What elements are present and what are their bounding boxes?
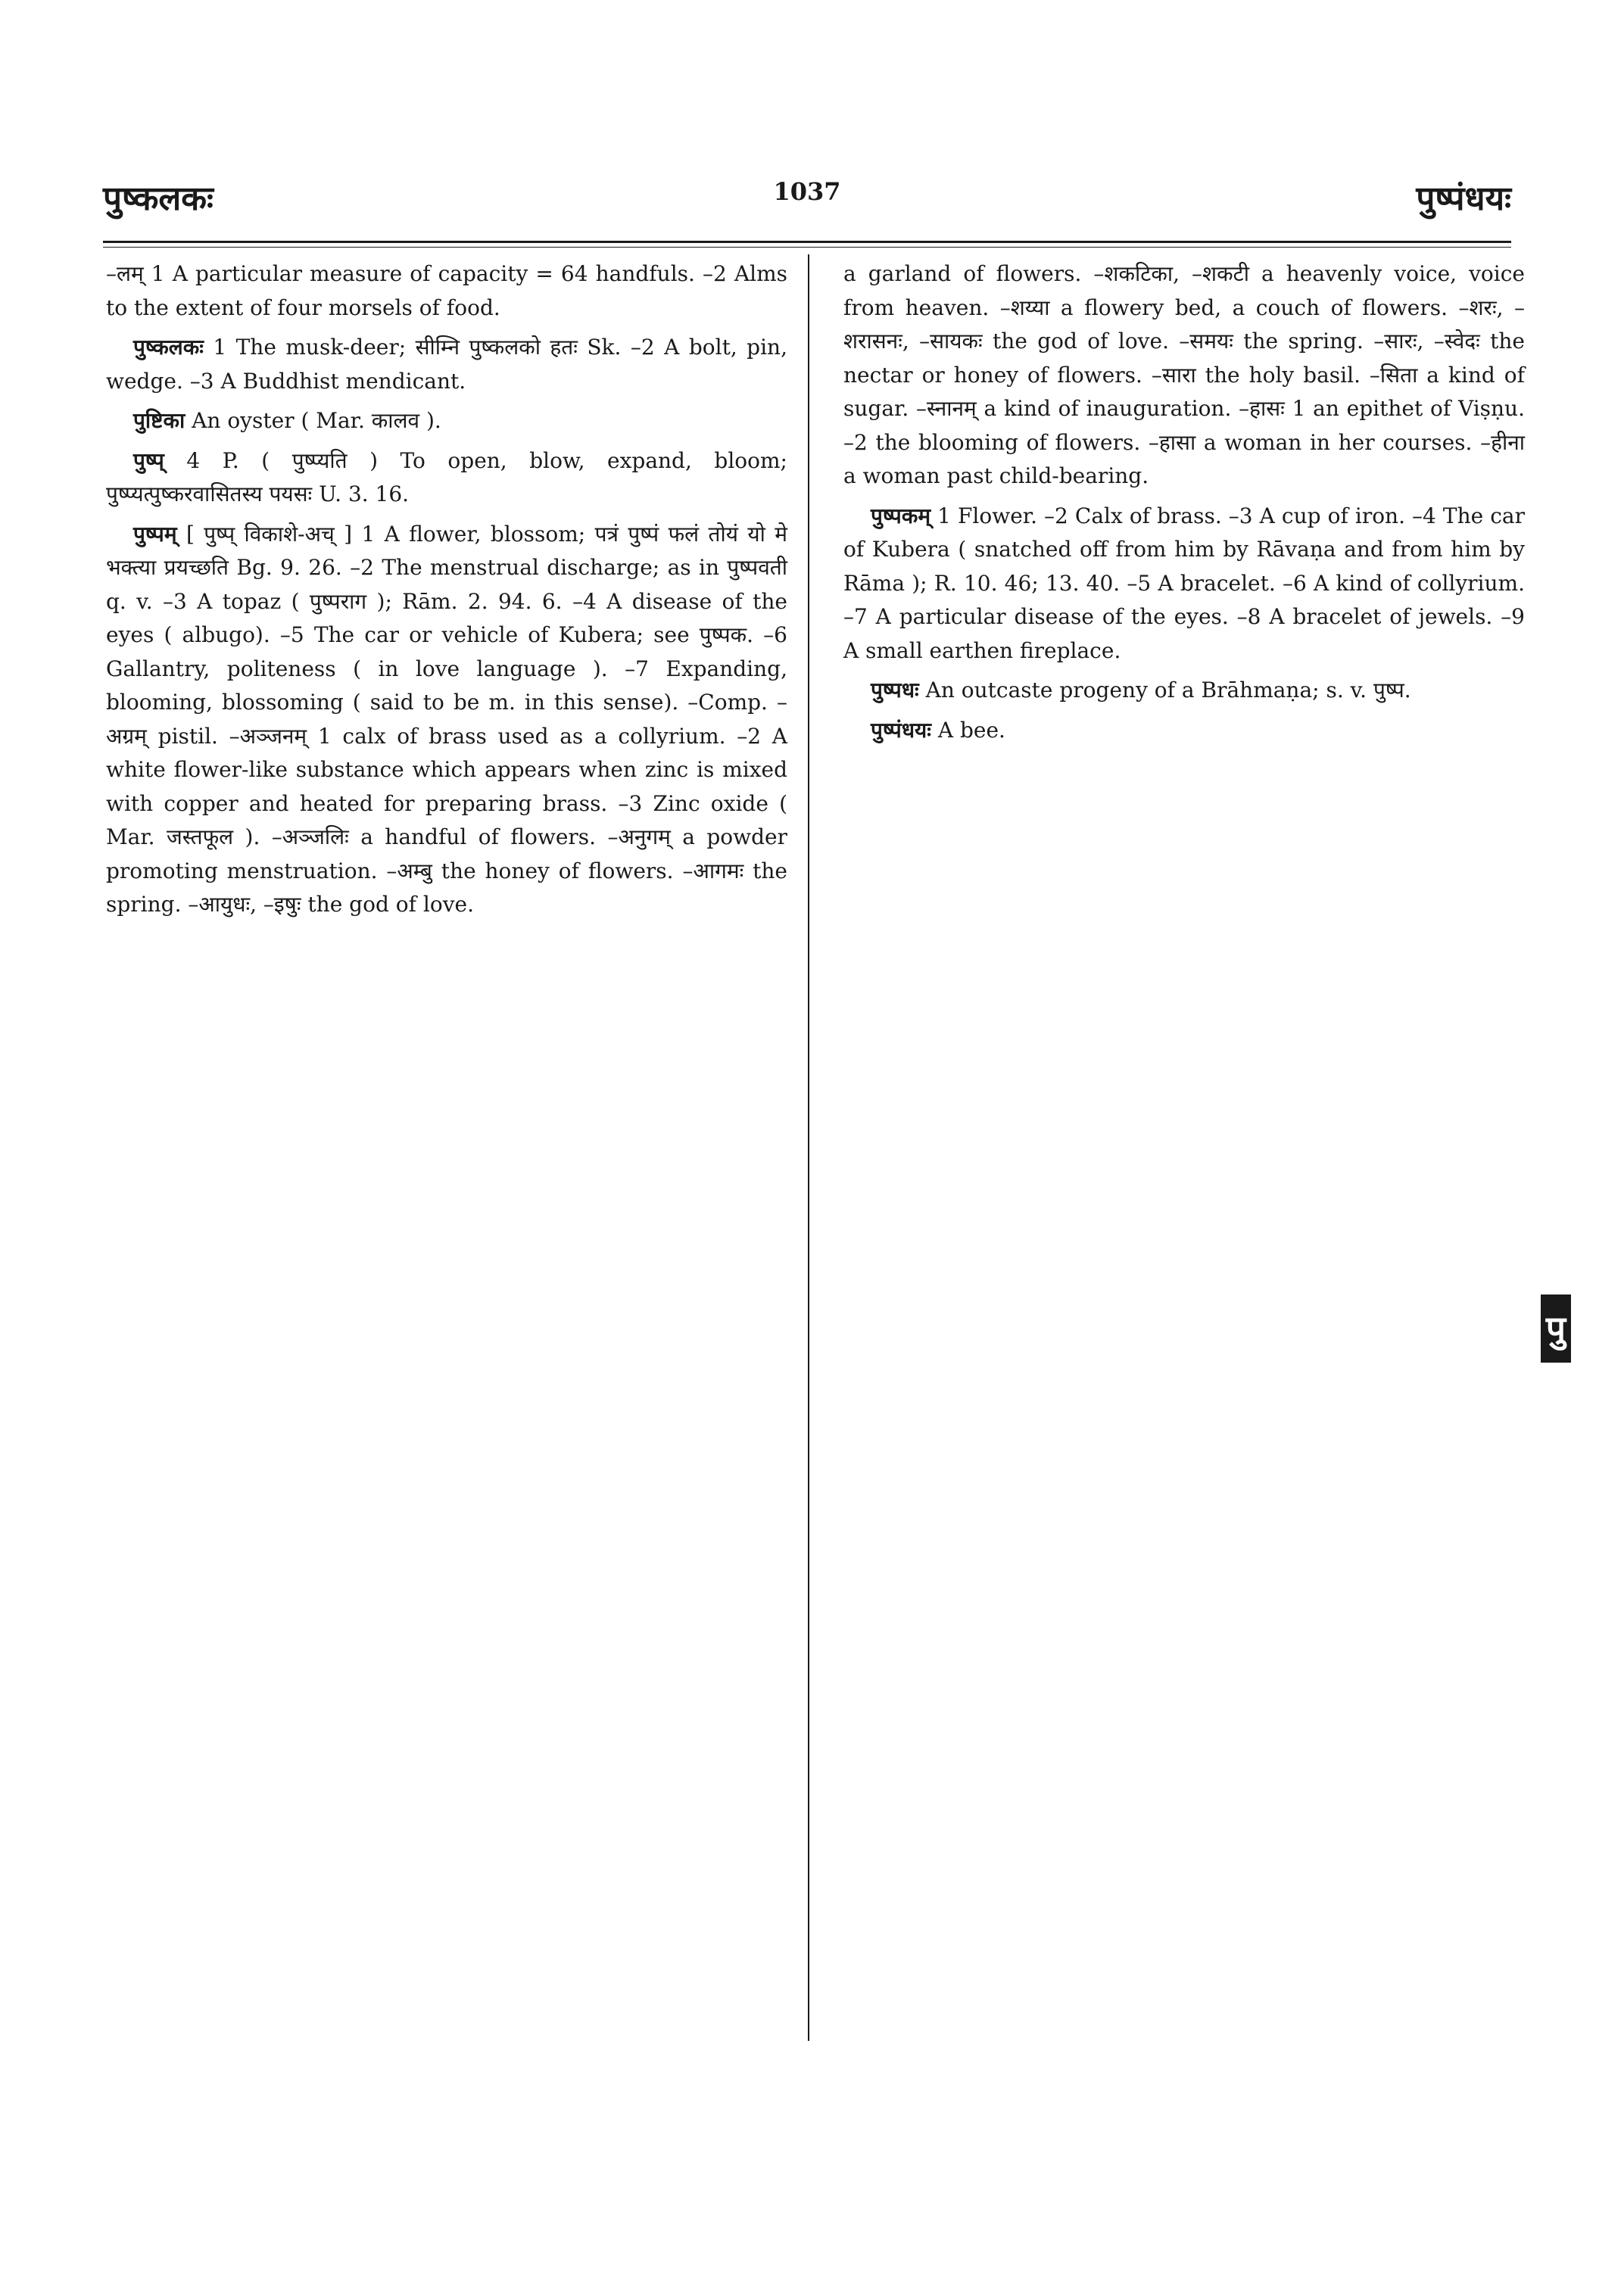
- header-left-word: पुष्कलकः: [103, 179, 214, 218]
- dictionary-entry: [843, 500, 1525, 668]
- entry-body: 4 P. ( पुष्प्यति ) To open, blow, expand, bloom; पुष्प्यत्पुष्करवासितस्य पयसः U. 3. 16.: [106, 447, 787, 506]
- left-column: [106, 257, 787, 928]
- page-number: 1037: [773, 177, 841, 206]
- entry-body: [ पुष्प् विकाशे-अच् ] 1 A flower, blossom; पत्रं पुष्पं फलं तोयं यो मे भक्त्या प्रयच्छति Bg. 9. 26. –2 The menstrual discharge; as in पुष्पवती q. v. –3 A topaz ( पुष्पराग ); Rām. 2. 94. 6. –4 A disease of the eyes ( albugo). –5 The car or vehicle of Kubera; see पुष्पक. –6 Gallantry, politeness ( in love language ). –7 Expanding, blooming, blossoming ( said to be m. in this sense). –Comp. –अग्रम् pistil. –अञ्जनम् 1 calx of brass used as a collyrium. –2 A white flower-like substance which appears when zinc is mixed with copper and heated for preparing brass. –3 Zinc oxide ( Mar. जस्तफूल ). –अञ्जलिः a handful of flowers. –अनुगम् a powder promoting menstruation. –अम्बु the honey of flowers. –आगमः the spring. –आयुधः, –इषुः the god of love.: [106, 521, 787, 917]
- entry-headword: पुष्पधः: [871, 678, 919, 703]
- dictionary-entry: [843, 257, 1525, 494]
- entry-body: An oyster ( Mar. कालव ).: [192, 408, 441, 433]
- entry-headword: पुष्कलकः: [133, 335, 204, 360]
- right-column: [843, 257, 1525, 753]
- dictionary-entry: [106, 404, 787, 438]
- entry-text: –लम् 1 A particular measure of capacity = 64 handfuls. –2 Alms to the extent of four morsels of food.: [106, 261, 787, 320]
- entry-headword: पुष्पम्: [133, 521, 177, 547]
- dictionary-entry: [106, 331, 787, 398]
- header-rule-thin: [103, 247, 1511, 248]
- dictionary-entry: [843, 714, 1525, 748]
- entry-body: An outcaste progeny of a Brāhmaṇa; s. v. पुष्प.: [925, 678, 1411, 703]
- entry-body: A bee.: [937, 717, 1005, 743]
- entry-headword: पुष्टिका: [133, 408, 185, 433]
- page-header: [103, 174, 1511, 220]
- dictionary-entry: [106, 257, 787, 325]
- thumb-index-tab: पु: [1541, 1294, 1571, 1363]
- entry-text: a garland of flowers. –शकटिका, –शकटी a heavenly voice, voice from heaven. –शय्या a flowery bed, a couch of flowers. –शरः, –शरासनः, –सायकः the god of love. –समयः the spring. –सारः, –स्वेदः the nectar or honey of flowers. –सारा the holy basil. –सिता a kind of sugar. –स्नानम् a kind of inauguration. –हासः 1 an epithet of Viṣṇu. –2 the blooming of flowers. –हासा a woman in her courses. –हीना a woman past child-bearing.: [843, 261, 1525, 488]
- entry-headword: पुष्पकम्: [871, 503, 931, 528]
- column-divider: [808, 254, 809, 2041]
- header-rule: [103, 241, 1511, 243]
- entry-headword: पुष्पंधयः: [871, 717, 931, 743]
- entry-headword: पुष्प्: [133, 447, 164, 473]
- header-right-word: पुष्पंधयः: [1416, 179, 1511, 218]
- dictionary-entry: [106, 444, 787, 512]
- dictionary-entry: [843, 674, 1525, 708]
- entry-body: 1 The musk-deer; सीम्नि पुष्कलको हतः Sk. –2 A bolt, pin, wedge. –3 A Buddhist mendicant.: [106, 335, 787, 394]
- dictionary-entry: [106, 518, 787, 922]
- entry-body: 1 Flower. –2 Calx of brass. –3 A cup of iron. –4 The car of Kubera ( snatched off from him by Rāvaṇa and from him by Rāma ); R. 10. 46; 13. 40. –5 A bracelet. –6 A kind of collyrium. –7 A particular disease of the eyes. –8 A bracelet of jewels. –9 A small earthen fireplace.: [843, 503, 1525, 663]
